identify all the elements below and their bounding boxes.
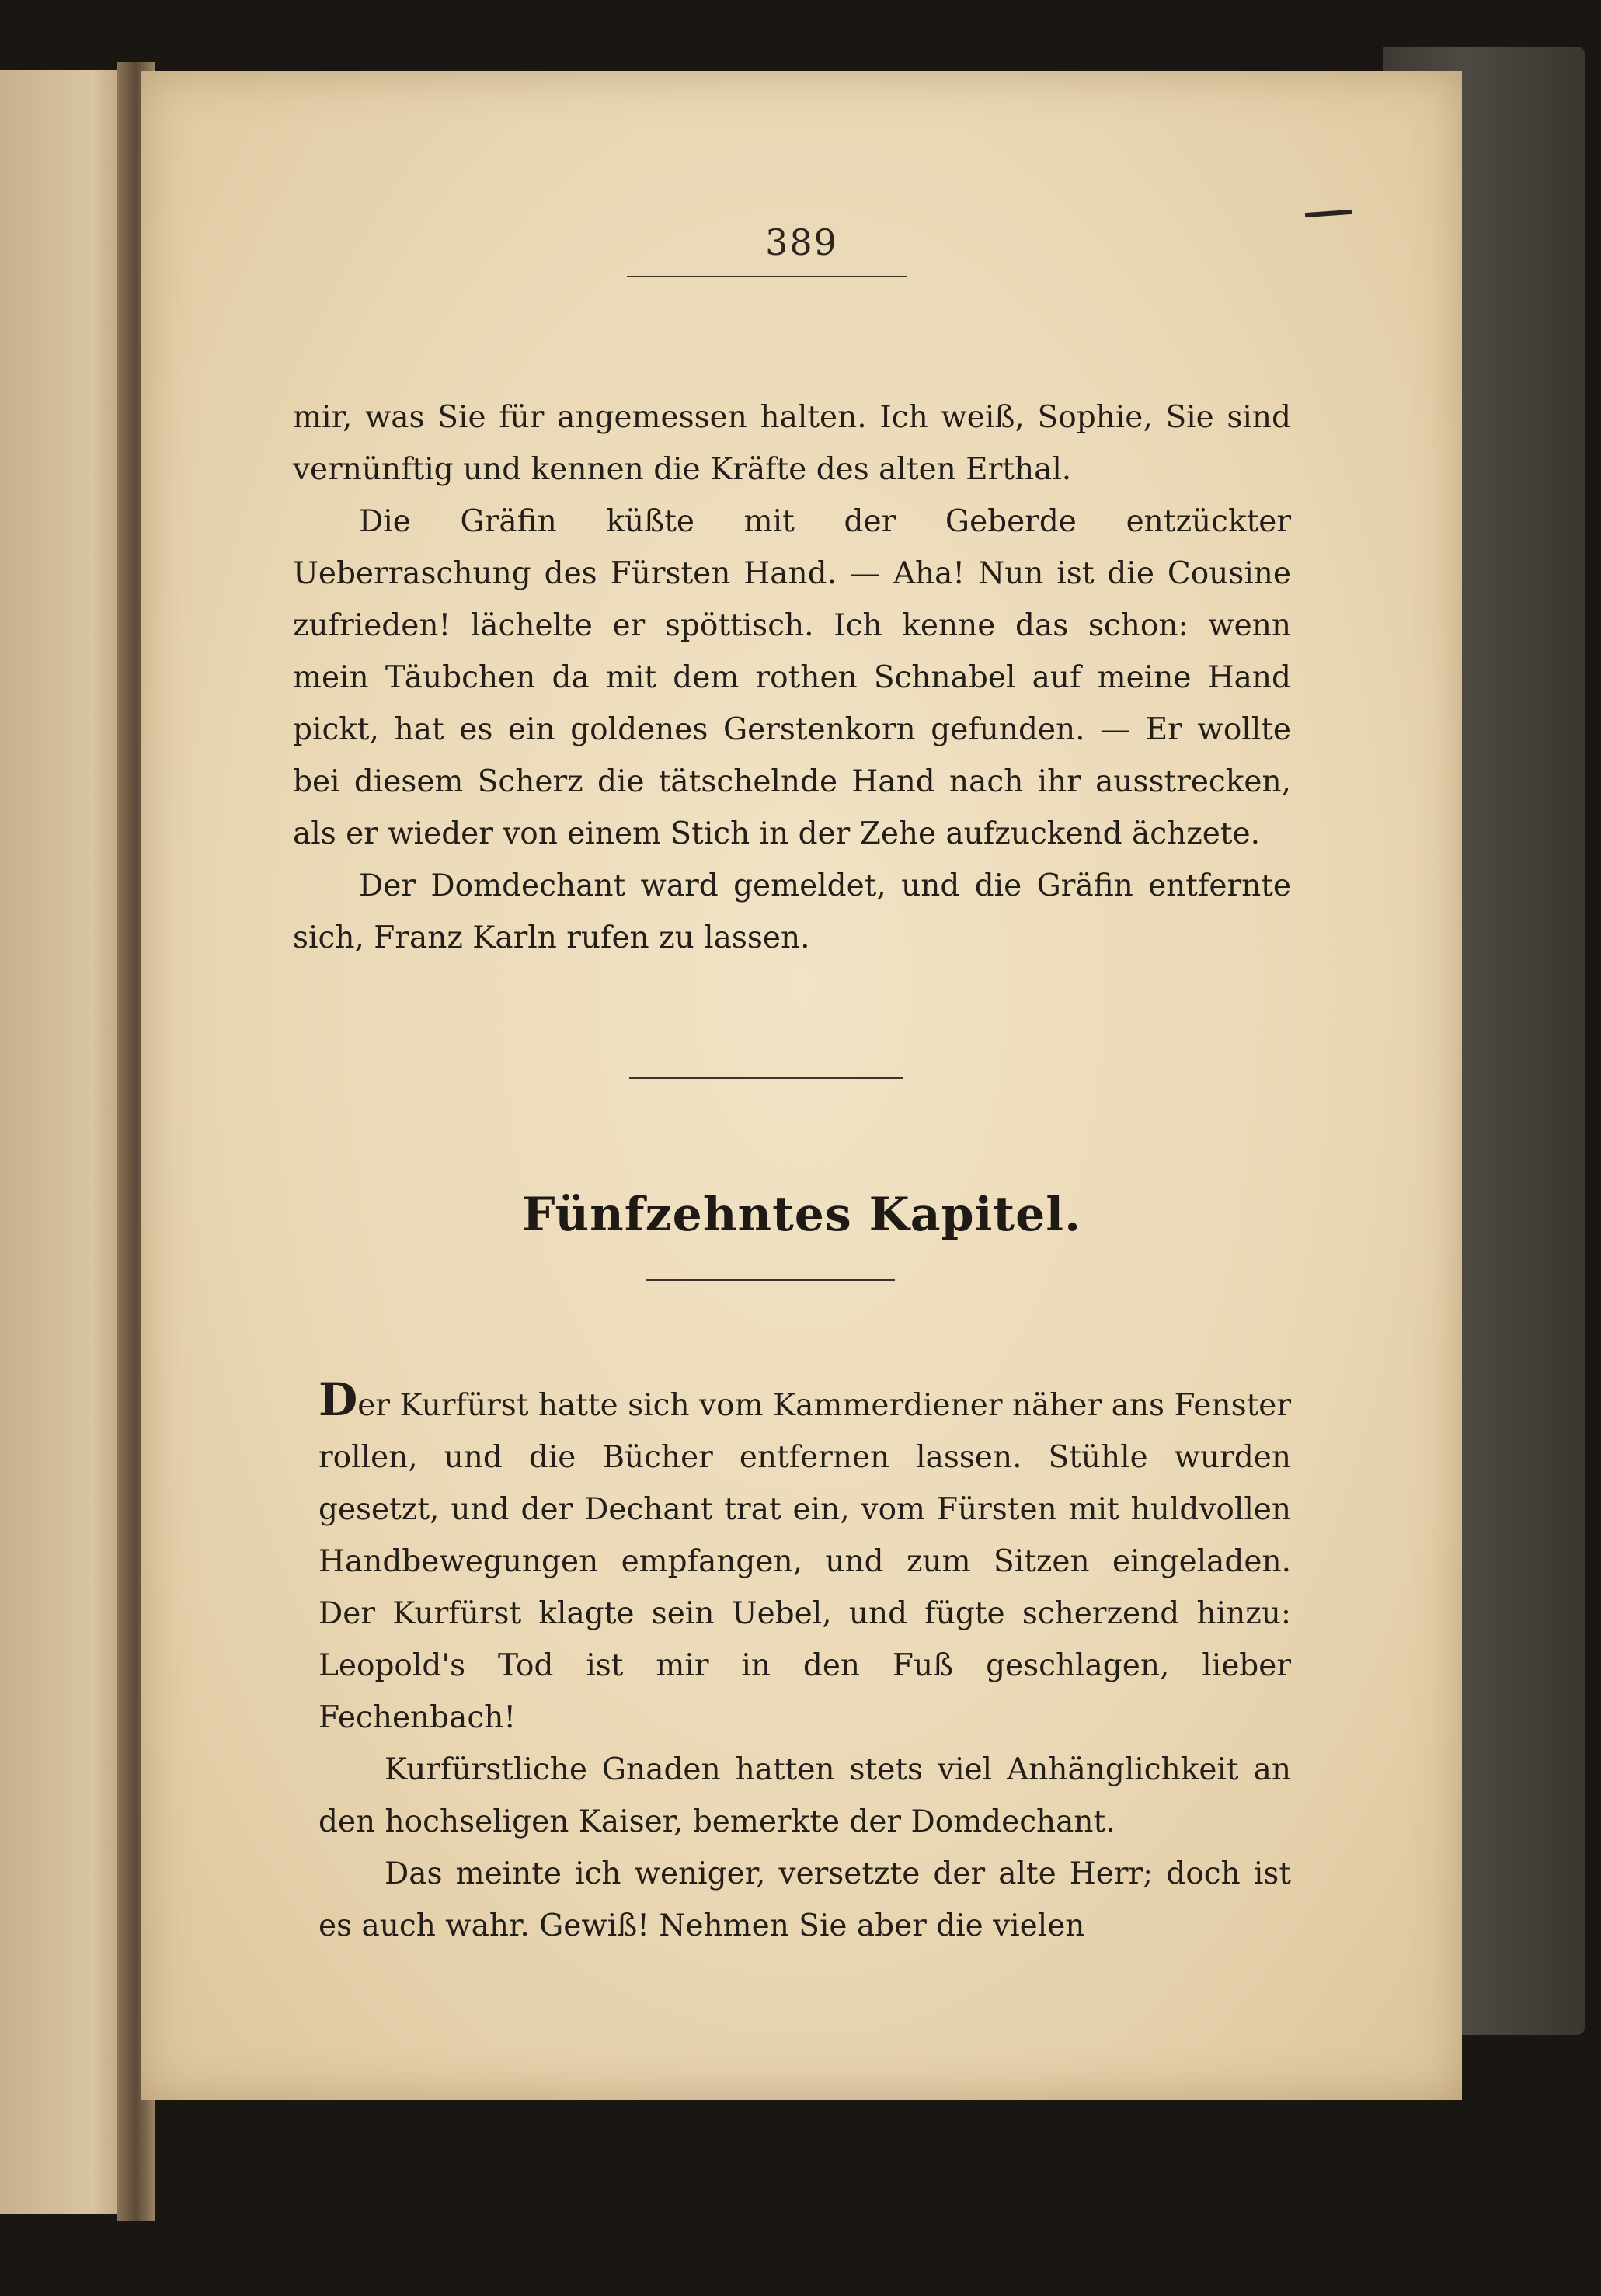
paragraph: mir, was Sie für angemessen halten. Ich weiß, Sophie, Sie sind vernünftig und kennen die Kräfte des alten Erthal. (293, 400, 1291, 487)
text-block-chapter (318, 1373, 1291, 1952)
paragraph: Der Domdechant ward gemeldet, und die Gräfin entfernte sich, Franz Karln rufen zu lassen. (293, 868, 1291, 955)
section-rule (629, 1077, 903, 1079)
paragraph: Die Gräfin küßte mit der Geberde entzückter Ueberraschung des Fürsten Hand. — Aha! Nun ist die Cousine zufrieden! lächelte er spöttisch. Ich kenne das schon: wenn mein Täubchen da mit dem rothen Schnabel auf meine Hand pickt, hat es ein goldenes Gerstenkorn gefunden. — Er wollte bei diesem Scherz die tätschelnde Hand nach ihr ausstrecken, als er wieder von einem Stich in der Zehe aufzuckend ächzete. (293, 504, 1291, 851)
page-number: 389 (765, 221, 838, 263)
chapter-opening-paragraph (318, 1373, 1291, 1744)
paragraph: Das meinte ich weniger, versetzte der alte Herr; doch ist es auch wahr. Gewiß! Nehmen Sie aber die vielen (318, 1856, 1291, 1943)
text-block-before-chapter (293, 391, 1291, 964)
book-page (141, 71, 1462, 2100)
left-page-edge (0, 70, 132, 2214)
initial-letter: D (318, 1373, 358, 1426)
chapter-title: Fünfzehntes Kapitel. (522, 1188, 1081, 1242)
header-rule (627, 276, 907, 277)
paragraph-text: er Kurfürst hatte sich vom Kammerdiener näher ans Fenster rollen, und die Bücher entfernen lassen. Stühle wurden gesetzt, und der Dechant trat ein, vom Fürsten mit huldvollen Handbewegungen empfangen, und zum Sitzen eingeladen. Der Kurfürst klagte sein Uebel, und fügte scherzend hinzu: Leopold's Tod ist mir in den Fuß geschlagen, lieber Fechenbach! (318, 1388, 1291, 1735)
paragraph: Kurfürstliche Gnaden hatten stets viel Anhänglichkeit an den hochseligen Kaiser, bemerkte der Domdechant. (318, 1752, 1291, 1839)
chapter-rule (646, 1279, 895, 1281)
